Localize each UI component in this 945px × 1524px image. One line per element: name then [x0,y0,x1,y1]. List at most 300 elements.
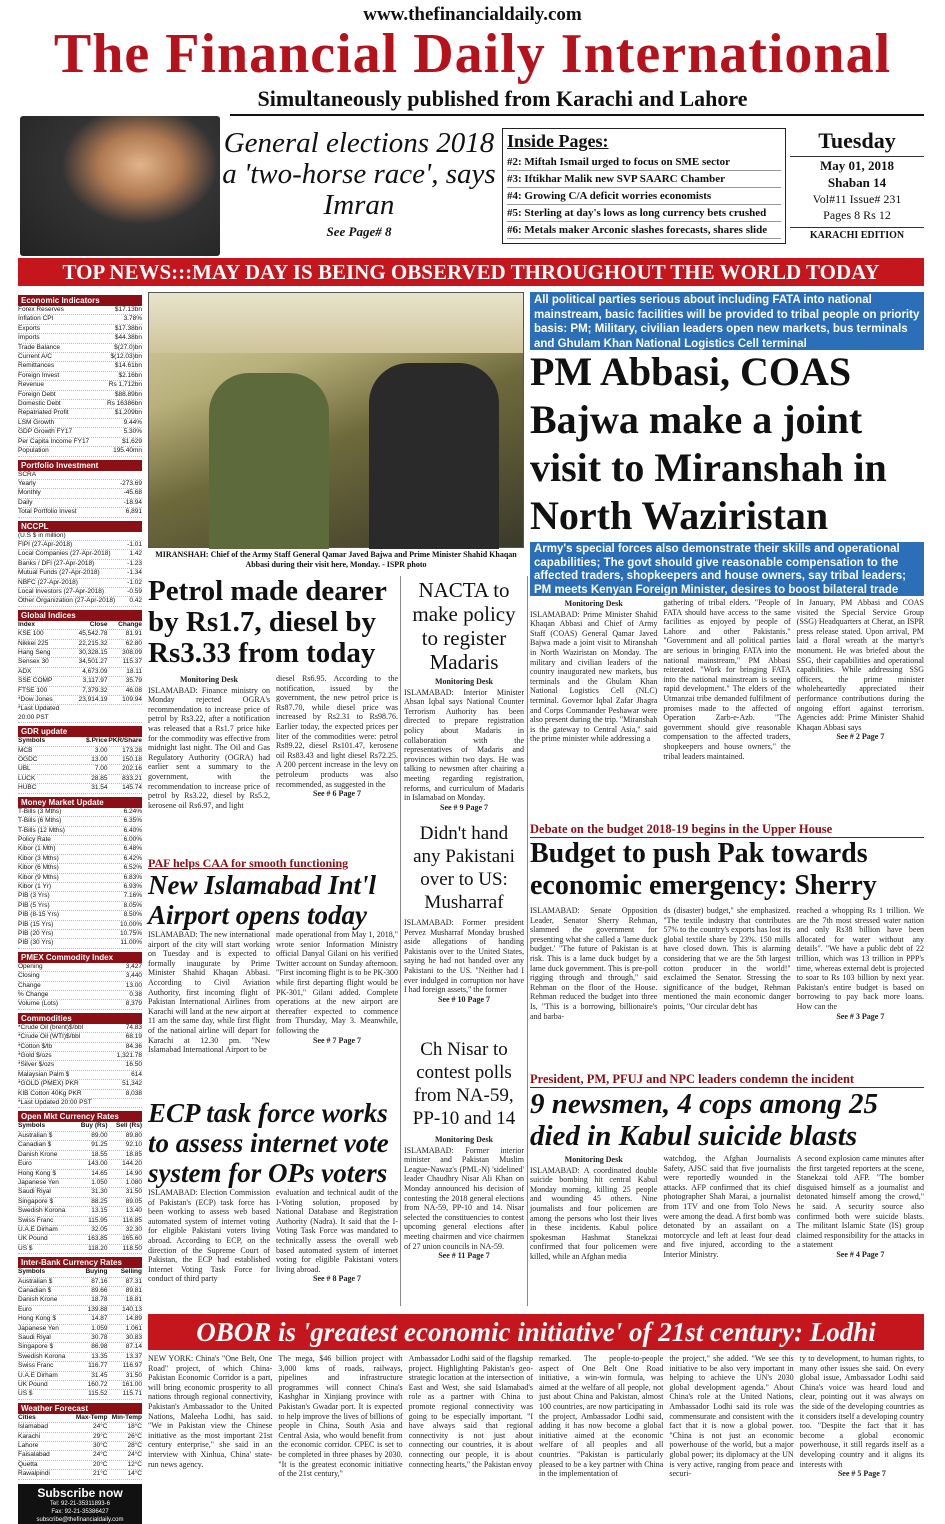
nccpl-cell: -1.34 [127,569,142,577]
commodities-cell: *Gold $/ozs [18,1052,52,1060]
economic-cell: Remittances [18,362,55,370]
pmex-cell: % Change [18,991,49,998]
pm-story-byline: Monitoring Desk [564,599,623,608]
pm-story-col: ISLAMABAD: Prime Minister Shahid Khaqan Abbasi and Chief of Army Staff (COAS) General Qamar Javed Bajwa made a joint visit to Miranshah in North Waziristan on Monday. The military and civilian leaders of the country inaugurated new markets, bus terminals and the Ghulam Khan National Logistics Cell (NLC) terminal. Governor Iqbal Zafar Jhagra and Corps Commander Peshawar were also present during the trip. "Miranshah is the gateway to Central Asia," said the prime minister while addressing a [530,609,658,744]
openmkt-row [18,1198,142,1207]
economic-row [18,325,142,334]
commodities-row [18,1090,142,1099]
commodities-row [18,1052,142,1061]
inside-page-item[interactable]: #2: Miftah Ismail urged to focus on SME sector [507,154,781,171]
indices-row [18,687,142,696]
pmex-row [18,963,142,972]
openmkt-header-cell: Sell (Rs) [115,1122,142,1130]
airport-col: ISLAMABAD: The new international airport of the city will start working on Tuesday and is expected to formally inaugurate by Prime Minister Shahid Khaqan Abbasi. According to Civil Aviation Authority, first incoming flight of Pakistan International Airlines from Karachi will land at the new airport at 11 am the same day, while first flight of the national airline will depart for Karachi at 12.30 pm. "New Islamabad International Airport to be [148,930,270,1055]
economic-row [18,447,142,456]
portfolio-section-title: Portfolio Investment [18,460,142,471]
openmkt-cell: 18.55 [91,1150,108,1158]
ecp-col: evaluation and technical audit of the I-Voting solution, proposed by National Database and Registration Authority (Nadra). It said that the I-Voting Task Force was mandated to technically assess the overall web based automated system of internet voting for eligible Pakistani voters living abroad. [276,1188,398,1274]
openmkt-cell: Saudi Riyal [18,1188,51,1196]
budget-kicker: Debate on the budget 2018-19 begins in the Upper House [530,822,924,838]
economic-cell: $1,629 [122,437,142,445]
nisar-text: ISLAMABAD: Former interior minister and Pakistan Muslim League-Nawaz's (PML-N) 'sidelined' leader Chaudhry Nisar Ali Khan on Monday announced his decision of contesting the 2018 general elections from NA-59, PP-10 and 14. Nisar selected the constituencies to contest upcoming general elections after meeting chairmen and vice chairmen of 27 union councils in NA-59. [404,1145,524,1251]
pmex-row [18,972,142,981]
money-cell: PIB (20 Yrs) [18,929,54,937]
interbank-cell: Singapore $ [18,1343,54,1351]
pm-story-deck: Army's special forces also demonstrate their skills and operational capabilities; The govt should give reasonable compensation to the affected traders, shopkeepers and house owners, say tribal leaders; PM meets Kenyan Foreign Minister, desires to boost bilateral trade [530,542,924,596]
money-cell: T-Bills (6 Mths) [18,817,62,825]
openmkt-cell: US $ [18,1244,33,1252]
weather-cell: Lahore [18,1442,39,1450]
kabul-col: ISLAMABAD: A coordinated double suicide bombing hit central Kabul Monday morning, killing 25 people and wounding 45 others. Nine journalists and four policemen are among the persons who lost their lives in these incidents. Kabul police spokesman Hashmat Stanekzai confirmed that four policemen were killed, while an Afghan media [530,1165,658,1261]
weather-cell: 24°C [92,1451,108,1459]
gdr-cell: 150.18 [122,756,142,764]
inside-pages-box [502,128,786,244]
indices-row [18,677,142,686]
openmkt-cell: 14.90 [125,1169,142,1177]
indices-row [18,705,142,723]
openmkt-row [18,1160,142,1169]
column-rule [400,576,401,1306]
openmkt-cell: 116.85 [122,1216,142,1224]
nccpl-cell: -1.02 [127,578,142,586]
inside-page-item[interactable]: #6: Metals maker Arconic slashes forecasts, shares slide [507,222,781,239]
gdr-cell: 7.00 [94,765,108,773]
portfolio-row [18,508,142,517]
openmkt-cell: 32.30 [125,1225,142,1233]
portfolio-cell: Total Portfolio Invest [18,508,77,516]
weather-cell: 24°C [92,1423,108,1431]
openmkt-cell: 1.080 [125,1178,142,1186]
interbank-cell: 31.50 [125,1371,142,1379]
nacta-headline[interactable]: NACTA to make policy to register Madaris [412,578,516,674]
interbank-cell: 87.14 [125,1343,142,1351]
budget-see-page[interactable]: See # 3 Page 7 [836,1011,885,1021]
economic-cell: Rs 16386bn [106,400,142,408]
openmkt-cell: 31.50 [125,1188,142,1196]
nccpl-cell: 1.42 [129,550,142,558]
commodities-cell: KIB Cotton 40Kg PKR [18,1089,82,1097]
openmkt-header-cell: Buy (Rs) [80,1122,108,1130]
interbank-cell: 89.66 [91,1286,108,1294]
openmkt-cell: Danish Krone [18,1150,58,1158]
musharraf-body [404,918,524,1004]
ecp-body [148,1188,398,1284]
obor-see-page[interactable]: See # 5 Page 7 [837,1469,886,1479]
economic-row [18,344,142,353]
economic-row [18,334,142,343]
interbank-cell: 115.52 [88,1390,108,1398]
commodities-section-title: Commodities [18,1013,142,1024]
economic-cell: Population [18,447,49,455]
lead-left-headline[interactable]: General elections 2018 a 'two-horse race', says Imran [222,127,496,221]
pmex-cell: Volume (Lots) [18,1000,59,1008]
money-cell: Kibor (1 Yr) [18,882,52,890]
pm-story-headline[interactable]: PM Abbasi, COAS Bajwa make a joint visit to Miranshah in North Waziristan [530,349,887,538]
weather-cell: Quetta [18,1460,38,1468]
interbank-cell: 86.98 [91,1343,108,1351]
economic-cell: GDP Growth FY17 [18,428,73,436]
openmkt-section-title: Open Mkt Currency Rates [18,1111,142,1122]
kabul-byline: Monitoring Desk [564,1155,623,1164]
indices-row [18,658,142,667]
economic-row [18,306,142,315]
petrol-body [148,674,398,810]
budget-body [530,906,924,1021]
economic-cell: Per Capita Income FY17 [18,437,90,445]
economic-cell: Current A/C [18,353,52,361]
top-news-banner[interactable]: TOP NEWS:::MAY DAY IS BEING OBSERVED THROUGHOUT THE WORLD TODAY [18,258,924,286]
openmkt-cell: 143.00 [87,1160,108,1168]
interbank-row [18,1325,142,1334]
openmkt-cell: 118.50 [122,1244,142,1252]
portfolio-cell: Monthly [18,489,41,497]
interbank-cell: Danish Krone [18,1296,58,1304]
weather-cell: 18°C [127,1423,142,1431]
pmex-row [18,991,142,1000]
indices-cell: 34,501.27 [78,658,108,666]
indices-cell: 308.09 [122,649,142,656]
openmkt-cell: 1.050 [91,1178,108,1186]
obor-col: ty to development, to human rights, to many other issues she said. On every global issue, Ambassador Lodhi said China's voice was heard loud and clear, pointing out it was always on the side of the developing countries as it considers itself a developing country too. "Despite the fact that it has become a global economic powerhouse, it still regards itself as a developing country and it aligns its interests with [799,1354,924,1469]
portfolio-row [18,471,142,480]
interbank-header-cell: Buying [85,1268,108,1276]
main-photo [148,292,524,548]
pm-story-col: gathering of tribal elders. "People of FATA should have access to the same facilities as enjoyed by people of Lahore and other Pakistanis." "Government and all political parties are serious in bringing FATA into the national mainstream," PM Abbasi reiterated. "Work for bringing FATA into the national mainstream is seeing rapid development." The elders of the Utmanzai tribe demanded fulfilment of promises made to the affected of Operation Zarb-e-Azb. "The government should give reasonable compensation to the affected traders, shopkeepers and house owners," the tribal leaders maintained. [663,598,791,761]
portfolio-cell: -45.68 [123,489,142,497]
budget-col: ds (disaster) budget," she emphasized. "The textile industry that contributes 57% to the country's exports has lost its global textile share by 23%. 150 mills have closed down. This is alarming considering that we are the 5th largest cotton producer in the world!" exclaimed the Senator. Stressing the significance of the budget, Rehman mentioned the main economic danger points, "Our circular debt has [663,906,791,1011]
interbank-cell: 139.88 [87,1305,108,1313]
weather-cell: Islamabad [18,1423,48,1431]
indices-cell: 115.37 [122,658,142,666]
weather-cell: 29°C [92,1432,108,1440]
commodities-cell: *Crude Oil (brent)$/bbl [18,1023,84,1031]
gdr-header-cell: $.Price [86,737,108,745]
gdr-cell: 28.85 [91,774,108,782]
commodities-cell: *Cotton $/lb [18,1042,52,1050]
openmkt-cell: Singapore $ [18,1197,54,1205]
lead-left-see-page[interactable]: See Page# 8 [326,224,392,239]
openmkt-cell: Swiss Franc [18,1216,54,1224]
openmkt-cell: 89.00 [91,1131,108,1139]
gdr-row [18,756,142,765]
pm-story-see-page[interactable]: See # 2 Page 7 [836,732,885,742]
openmkt-cell: 165.60 [122,1235,142,1243]
economic-cell: $(27.0)bn [114,343,142,351]
subscribe-box[interactable] [18,1484,142,1524]
gdr-cell: 202.16 [122,765,142,773]
subscribe-tel: Tel: 92-21-35311893-6 [50,1500,110,1507]
openmkt-cell: 32.05 [91,1225,108,1233]
indices-header-cell: Change [118,620,142,628]
obor-col: the project," she added. "We see this initiative to be also very important in helping to achieve the UN's 2030 global development agenda." About China's role at the United Nations, Ambassador Lodhi said its role was commensurate and consistent with the fact that it is now a global power. "China is not just an economic powerhouse of the world, but a major global power; its diplomacy at the UN is very active, ranging from peace and securi- [669,1354,794,1479]
economic-row [18,419,142,428]
ecp-see-page[interactable]: See # 8 Page 7 [313,1274,361,1284]
openmkt-cell: 13.40 [125,1207,142,1215]
money-row [18,911,142,920]
money-cell: PIB (30 Yrs) [18,939,54,947]
indices-row [18,668,142,677]
kabul-body [530,1154,924,1262]
weather-cell: 12°C [127,1460,142,1468]
portfolio-cell: 6,891 [125,508,142,516]
economic-cell: $17.13bn [114,306,142,313]
indices-cell: ADX [18,667,32,675]
openmkt-row [18,1217,142,1226]
economic-cell: Exports [18,324,41,332]
nisar-see-page[interactable]: See # 11 Page 7 [438,1251,490,1261]
airport-kicker: PAF helps CAA for smooth functioning [148,856,349,870]
commodities-cell: *GOLD (PMEX) PKR [18,1080,79,1088]
economic-row [18,391,142,400]
indices-cell: 62.80 [125,639,142,647]
openmkt-cell: U.A.E Dirham [18,1225,58,1233]
interbank-row [18,1287,142,1296]
openmkt-header-cell: Symbols [18,1122,46,1130]
indices-cell [108,705,143,722]
portfolio-cell: Daily [18,498,33,506]
kabul-headline[interactable]: 9 newsmen, 4 cops among 25 died in Kabul suicide blasts [530,1088,879,1152]
column-rule [527,576,528,1306]
interbank-cell: 140.13 [122,1305,142,1313]
interbank-cell: 89.81 [125,1286,142,1294]
interbank-header-cell: Symbols [18,1268,46,1276]
gdr-cell: 13.00 [91,756,108,764]
interbank-cell: 1.061 [125,1324,142,1332]
money-cell: 8.50% [123,911,142,919]
airport-headline[interactable]: New Islamabad Int'l Airport opens today [148,870,377,930]
portfolio-row [18,480,142,489]
indices-cell: 109.94 [122,696,142,704]
gdr-header-row [18,737,142,746]
islamic-date: Shaban 14 [827,175,887,190]
nccpl-row [18,550,142,559]
gdr-header-cell: PKR/Share [108,737,142,745]
weather-cell: 20°C [92,1460,108,1468]
musharraf-see-page[interactable]: See # 10 Page 7 [438,994,490,1004]
economic-cell: 195.40mn [113,447,142,455]
interbank-cell: 161.00 [122,1381,142,1389]
nacta-text: ISLAMABAD: Interior Minister Ahsan Iqbal says National Counter Terrorism Authority has been directed to prepare registration policy about Madaris in collaboration with the representatives of Madaris and provinces within two days. He was talking to newsmen after chairing a meeting regarding registration, reforms, and curriculum of Madaris in Islamabad on Monday. [404,687,524,803]
interbank-header-row [18,1268,142,1277]
economic-cell: Rs 1,712bn [108,381,142,389]
money-cell: 8.05% [123,901,142,909]
economic-cell: Revenue [18,381,45,389]
weather-header-cell: Cities [18,1413,36,1421]
interbank-row [18,1362,142,1371]
economic-cell: $17.38bn [114,324,142,332]
commodities-row [18,1099,142,1108]
economic-row [18,428,142,437]
indices-cell: Hang Seng [18,649,51,656]
kabul-col: A second explosion came minutes after the first targeted reporters at the scene, Stanekzai told AFP. "The bomber disguised himself as a journalist and detonated himself among the crowd," he said. A security source also confirmed both were suicide blasts. The militant Islamic State (IS) group claimed responsibility for the attacks in a statement [796,1154,924,1250]
interbank-cell: Swiss Franc [18,1362,54,1370]
indices-cell: KSE 100 [18,630,44,638]
money-cell: 10.75% [119,929,142,937]
kabul-see-page[interactable]: See # 4 Page 7 [836,1249,885,1259]
weather-cell: Rawalpindi [18,1470,50,1478]
market-sidebar [18,292,142,1524]
economic-cell: 3.78% [123,315,142,323]
petrol-see-page[interactable]: See # 6 Page 7 [313,789,361,799]
nccpl-row [18,588,142,597]
money-row [18,864,142,873]
indices-row [18,630,142,639]
openmkt-row [18,1170,142,1179]
openmkt-cell: 92.10 [125,1141,142,1149]
interbank-cell: 87.31 [125,1277,142,1285]
musharraf-text: ISLAMABAD: Former president Pervez Musharraf Monday brushed aside allegations of handing Pakistanis over to the United States, saying he had not handed over any Pakistani to the US. "Neither had I ever indulged in corruption nor have I had foreign assets," the former [404,918,524,995]
economic-row [18,438,142,447]
interbank-cell: U.A.E Dirham [18,1371,58,1379]
portfolio-cell: -18.94 [123,498,142,506]
indices-cell [73,705,108,722]
openmkt-cell: Hong Kong $ [18,1169,56,1177]
economic-cell: $14.61bn [114,362,142,370]
website-url[interactable]: www.thefinancialdaily.com [363,4,582,25]
ecp-headline[interactable]: ECP task force works to assess internet vote system for OPs voters [148,1098,389,1188]
economic-row [18,381,142,390]
interbank-cell: 116.77 [88,1362,108,1370]
indices-cell: 3,117.97 [82,677,108,685]
nacta-see-page[interactable]: See # 9 Page 7 [440,802,488,812]
openmkt-cell: UK Pound [18,1235,48,1243]
airport-see-page[interactable]: See # 7 Page 7 [313,1035,361,1045]
openmkt-cell: 31.30 [91,1188,108,1196]
commodities-cell: 1,321.78 [116,1052,142,1060]
subscribe-title[interactable]: Subscribe now [37,1485,123,1500]
openmkt-cell: 144.20 [122,1160,142,1168]
money-cell: 11.00% [120,939,142,947]
money-row [18,817,142,826]
airport-col: made operational from May 1, 2018," wrote senior Information Ministry official Danyal Gilani on his verified Twitter account on Sunday afternoon. "First incoming flight is to be PK-300 while first departing flight would be PK-301," Gilani added. Complete operations at the new airport are thereafter expected to commence from Thursday, May 3. Meanwhile, following the [276,930,398,1035]
musharraf-headline[interactable]: Didn't hand any Pakistani over to US: Musharraf [413,823,515,913]
nisar-headline[interactable]: Ch Nisar to contest polls from NA-59, PP-10 and 14 [412,1039,516,1129]
interbank-cell: 1.059 [91,1324,108,1332]
commodities-cell: Malaysian Palm $ [18,1070,70,1078]
nccpl-cell: FIPI (27-Apr-2018) [18,540,73,548]
interbank-row [18,1372,142,1381]
nccpl-cell: NBFC (27-Apr-2018) [18,578,78,586]
indices-row [18,649,142,658]
openmkt-cell: 89.05 [125,1197,142,1205]
interbank-cell: UK Pound [18,1381,48,1389]
indices-row [18,696,142,705]
indices-cell: 7,379.32 [82,686,108,694]
masthead: The Financial Daily International [53,23,892,85]
commodities-row [18,1071,142,1080]
weather-cell: Faisalabad [18,1451,50,1459]
interbank-row [18,1381,142,1390]
money-cell: Policy Rate [18,835,51,843]
economic-cell: $88.89bn [114,390,142,398]
openmkt-cell: Australian $ [18,1131,53,1139]
obor-headline[interactable]: OBOR is 'greatest economic initiative' of 21st century: Lodhi [148,1314,924,1350]
nccpl-cell: -1.01 [127,540,142,548]
openmkt-cell: 88.25 [91,1197,108,1205]
pmex-row [18,982,142,991]
economic-cell: 9.44% [123,418,142,426]
money-cell: 6.42% [123,854,142,862]
airport-body [148,930,398,1055]
nccpl-cell: -1.23 [127,559,142,567]
gdr-cell: UBL [18,765,31,773]
inside-page-item[interactable]: #5: Sterling at day's lows as long currency bets crushed [507,205,781,222]
masthead-subtitle: Simultaneously published from Karachi and Lahore [257,86,748,111]
weather-row [18,1433,142,1442]
edition: KARACHI EDITION [790,227,924,241]
money-cell: 6.52% [123,864,142,872]
header-rule [230,114,924,116]
economic-cell: $44.38bn [114,334,142,342]
money-row [18,883,142,892]
budget-headline[interactable]: Budget to push Pak towards economic emergency: Sherry [530,838,877,901]
weather-cell: Karachi [18,1432,41,1440]
interbank-row [18,1334,142,1343]
nccpl-cell: Banks / DFI (27-Apr-2018) [18,559,95,567]
gdr-cell: 31.54 [91,784,108,792]
money-cell: 6.40% [123,826,142,834]
openmkt-cell: Canadian $ [18,1141,52,1149]
weather-cell: 21°C [92,1470,108,1478]
openmkt-cell: 14.65 [91,1169,108,1177]
weather-row [18,1451,142,1460]
indices-cell: Nikkei 225 [18,639,49,647]
indices-cell: 4,673.09 [82,667,108,675]
economic-cell: Imports [18,334,40,342]
nisar-body [404,1134,524,1261]
pm-story-kicker: All political parties serious about including FATA into national mainstream, basic facilities will be provided to tribal people on priority basis: PM; Military, civilian leaders open new markets, bus terminals and Ghulam Khan National Logistics Cell terminal [530,292,924,350]
money-cell: PIB (5 Yrs) [18,901,50,909]
money-cell: Kibor (6 Mths) [18,864,59,872]
nccpl-row [18,579,142,588]
interbank-cell: US $ [18,1390,33,1398]
economic-cell: Domestic Debt [18,400,61,408]
money-row [18,939,142,948]
interbank-row [18,1343,142,1352]
weather-header-cell: Min-Temp [111,1413,142,1421]
money-cell: 7.16% [123,892,142,900]
openmkt-cell: Swedish Korona [18,1207,66,1215]
inside-page-item[interactable]: #4: Growing C/A deficit worries economists [507,188,781,205]
obor-col: Ambassador Lodhi said of the flagship project. Highlighting Pakistan's geo-strategic location at the intersection of East and West, she said Islamabad's role as a partner with China to promote regional connectivity was going to be especially important. "I have always said that regional connectivity is not just about connecting our countries, it is about connecting our people, it is about connecting hearts," the Pakistan envoy [408,1354,533,1469]
gdr-section-title: GDR update [18,726,142,737]
interbank-cell: Saudi Riyal [18,1334,51,1341]
indices-header-cell: Index [18,620,35,628]
money-cell: 6.83% [123,873,142,881]
money-cell: 6.93% [123,882,142,890]
indices-cell: 22,215.32 [78,639,108,647]
openmkt-cell: 163.85 [87,1235,108,1243]
economic-cell: $(12.03)bn [110,353,142,361]
openmkt-header-row [18,1122,142,1131]
inside-page-item[interactable]: #3: Iftikhar Malik new SVP SAARC Chamber [507,171,781,188]
nccpl-cell: Mutual Funds (27-Apr-2018) [18,569,100,577]
economic-cell: Repatriated Profit [18,409,69,417]
interbank-row [18,1390,142,1399]
petrol-headline[interactable]: Petrol made dearer by Rs1.7, diesel by Rs3.33 from today [148,575,387,669]
economic-row [18,372,142,381]
indices-cell: 46.08 [125,686,142,694]
portfolio-cell: -273.69 [119,479,142,487]
nccpl-cell: Local Investors (27-Apr-2018) [18,587,104,595]
pmex-row [18,1000,142,1009]
commodities-cell: *Last Updated 20:00 PST [18,1099,92,1107]
nccpl-cell: -0.59 [127,587,142,595]
obor-col: remarked. The people-to-people aspect of One Belt One Road initiative, a win-win formula, was aimed at the welfare of all people, not just about China and Pakistan, almost 100 countries, are now participating in the project, Ambassador Lodhi said, adding it has now become a global initiative aimed at the economic welfare of all peoples and all countries. "Pakistan is particularly pleased to be a key partner with China in the implementation of [539,1354,664,1479]
interbank-cell: 31.45 [91,1371,108,1379]
weather-cell: 28°C [127,1442,142,1450]
economic-row [18,400,142,409]
